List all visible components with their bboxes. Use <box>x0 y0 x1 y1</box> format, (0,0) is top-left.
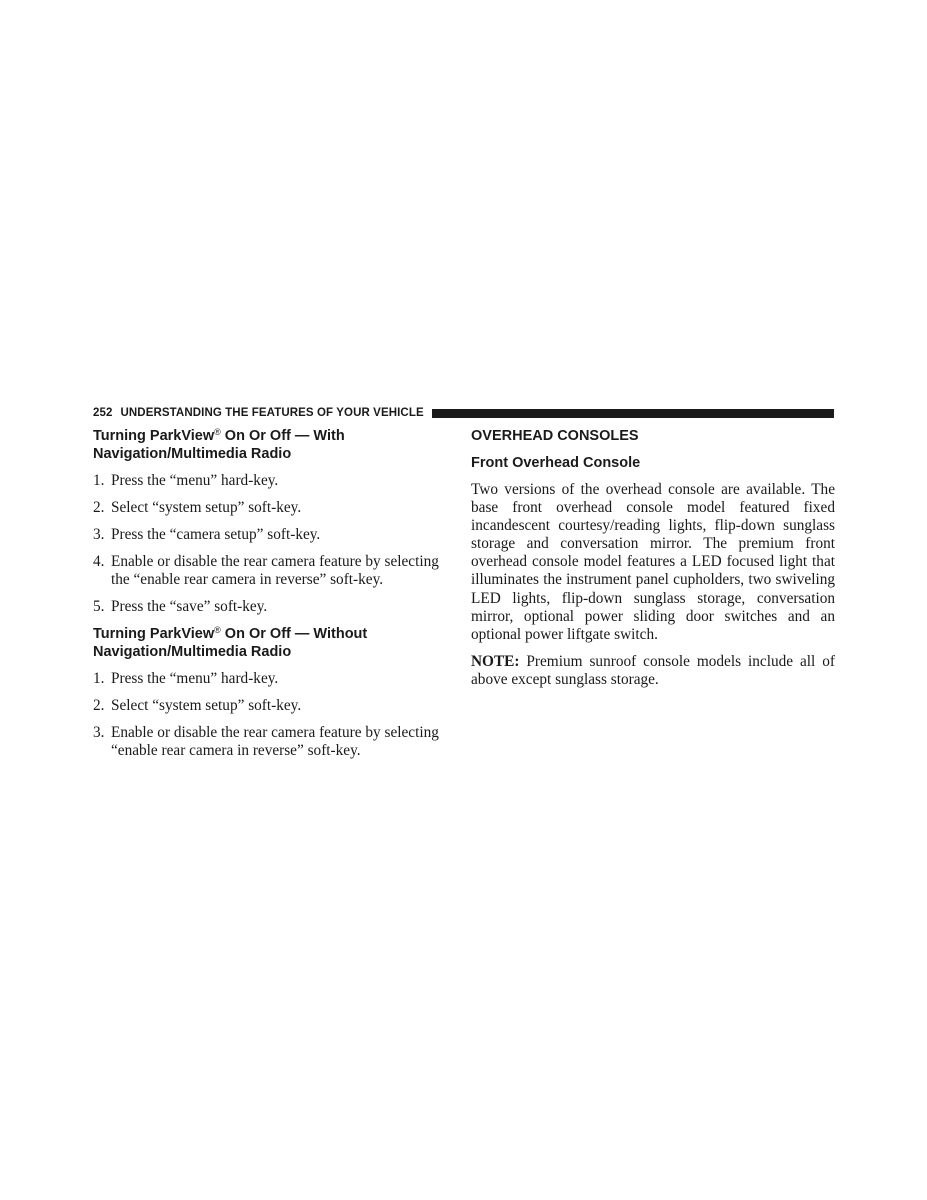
left-column <box>93 427 457 760</box>
steps-list-with-nav <box>93 472 457 616</box>
step-number: 1. <box>93 472 105 489</box>
note-paragraph <box>471 653 835 689</box>
heading-text: On Or Off — Without <box>220 626 368 642</box>
heading-text: Turning ParkView <box>93 626 215 642</box>
step-item <box>93 598 457 616</box>
step-item <box>93 697 457 715</box>
section-heading-with-nav <box>93 427 457 463</box>
step-number: 4. <box>93 553 105 570</box>
registered-mark: ® <box>214 625 221 635</box>
steps-list-without-nav <box>93 670 457 760</box>
heading-text: On Or Off — With <box>220 428 345 444</box>
overhead-consoles-heading: OVERHEAD CONSOLES <box>471 428 639 444</box>
step-item <box>93 724 457 760</box>
step-number: 1. <box>93 670 105 687</box>
front-overhead-console-heading: Front Overhead Console <box>471 455 641 471</box>
note-label: NOTE: <box>471 652 520 670</box>
step-item <box>93 472 457 490</box>
step-item <box>93 526 457 544</box>
registered-mark: ® <box>214 427 221 437</box>
step-text: Press the “camera setup” soft-key. <box>111 526 321 543</box>
running-header <box>93 404 834 422</box>
step-text: Enable or disable the rear camera feature by selecting the “enable rear camera in reverse” soft-key. <box>111 553 439 588</box>
step-text: Press the “save” soft-key. <box>111 598 268 615</box>
step-number: 3. <box>93 724 105 741</box>
step-text: Select “system setup” soft-key. <box>111 697 302 714</box>
right-column <box>471 427 835 689</box>
heading-text: Turning ParkView <box>93 428 215 444</box>
step-number: 2. <box>93 499 105 516</box>
step-text: Select “system setup” soft-key. <box>111 499 302 516</box>
step-text: Press the “menu” hard-key. <box>111 472 279 489</box>
heading-text: Navigation/Multimedia Radio <box>93 644 292 660</box>
step-item <box>93 499 457 517</box>
step-text: Enable or disable the rear camera feature by selecting “enable rear camera in reverse” soft-key. <box>111 724 439 759</box>
step-number: 3. <box>93 526 105 543</box>
step-number: 5. <box>93 598 105 615</box>
note-text: Premium sunroof console models include all of above except sunglass storage. <box>471 652 835 688</box>
running-title: UNDERSTANDING THE FEATURES OF YOUR VEHICLE <box>120 407 424 419</box>
step-item <box>93 670 457 688</box>
overhead-console-paragraph: Two versions of the overhead console are available. The base front overhead console model featured fixed incandescent courtesy/reading lights, flip-down sunglass storage and conversation mirror. The premium front overhead console model features a LED focused light that illuminates the instrument panel cupholders, two swiveling LED lights, flip-down sunglass storage, conversation mirror, optional power sliding door switches and an optional power liftgate switch. <box>471 481 835 643</box>
step-item <box>93 553 457 589</box>
page-number: 252 <box>93 407 113 419</box>
header-rule <box>432 409 834 418</box>
heading-text: Navigation/Multimedia Radio <box>93 446 292 462</box>
section-heading-without-nav <box>93 625 457 661</box>
step-text: Press the “menu” hard-key. <box>111 670 279 687</box>
step-number: 2. <box>93 697 105 714</box>
